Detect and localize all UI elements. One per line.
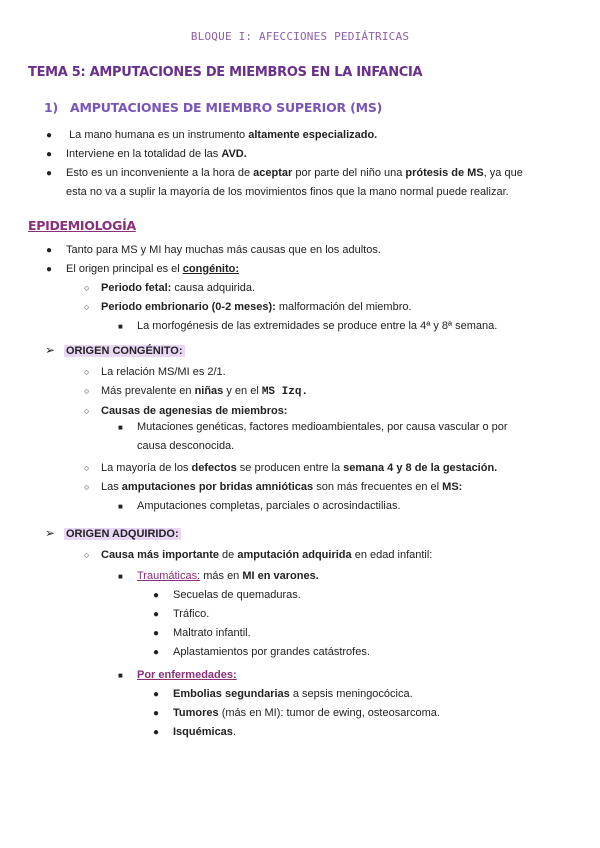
circle-bullet-icon: ○ <box>84 367 90 377</box>
list-item: ■ Mutaciones genéticas, factores medioambientales, por causa vascular o por causa desconocida. <box>137 418 587 456</box>
list-item: ○ Las amputaciones por bridas amnióticas son más frecuentes en el MS: <box>101 478 581 497</box>
list-item: ● Tráfico. <box>173 605 583 624</box>
bullet-icon: ● <box>153 708 160 719</box>
defectos-list <box>84 459 581 497</box>
list-item: ○ Periodo embrionario (0-2 meses): malformación del miembro. <box>101 298 581 317</box>
bullet-icon: ● <box>46 130 53 141</box>
list-item: ● Secuelas de quemaduras. <box>173 586 583 605</box>
list-item: ■ Traumáticas: más en MI en varones. <box>137 567 587 586</box>
section-number: 1) <box>44 100 59 115</box>
square-bullet-icon: ■ <box>118 671 123 680</box>
list-item: ● Esto es un inconveniente a la hora de aceptar por parte del niño una prótesis de MS, ya que esta no va a suplir la mayoría de los movimientos finos que la mano normal puede realizar. <box>66 164 586 202</box>
congenito-heading: ORIGEN CONGÉNITO: <box>66 345 183 357</box>
page-header: BLOQUE I: AFECCIONES PEDIÁTRICAS <box>190 30 410 43</box>
list-item: ● Maltrato infantil. <box>173 624 583 643</box>
bullet-icon: ● <box>153 689 160 700</box>
circle-bullet-icon: ○ <box>84 386 90 396</box>
bullet-icon: ● <box>46 149 53 160</box>
arrow-bullet-icon: ➢ <box>45 526 56 540</box>
bullet-icon: ● <box>46 245 53 256</box>
bridas-list <box>118 497 587 516</box>
enfermedades-list <box>118 666 587 685</box>
circle-bullet-icon: ○ <box>84 482 90 492</box>
list-item: ● Aplastamientos por grandes catástrofes. <box>173 643 583 662</box>
circle-bullet-icon: ○ <box>84 302 90 312</box>
periodos-list <box>84 279 581 317</box>
bullet-icon: ● <box>153 727 160 738</box>
section-title-text: AMPUTACIONES DE MIEMBRO SUPERIOR (MS) <box>70 100 383 115</box>
congenito-list <box>84 363 581 421</box>
intro-list <box>46 126 586 202</box>
list-item: ● Interviene en la totalidad de las AVD. <box>66 145 586 164</box>
list-item: ■ La morfogénesis de las extremidades se produce entre la 4ª y 8ª semana. <box>137 317 587 336</box>
epidemiologia-heading: EPIDEMIOLOGÍA <box>28 218 136 233</box>
list-item: ○ La relación MS/MI es 2/1. <box>101 363 581 382</box>
bullet-icon: ● <box>153 590 160 601</box>
circle-bullet-icon: ○ <box>84 406 90 416</box>
circle-bullet-icon: ○ <box>84 463 90 473</box>
list-item: ○ Periodo fetal: causa adquirida. <box>101 279 581 298</box>
list-item: ■ Amputaciones completas, parciales o acrosindactilias. <box>137 497 587 516</box>
list-item: ○ Causa más importante de amputación adquirida en edad infantil: <box>101 546 581 565</box>
page-title: TEMA 5: AMPUTACIONES DE MIEMBROS EN LA INFANCIA <box>28 65 423 80</box>
bullet-icon: ● <box>46 264 53 275</box>
bullet-icon: ● <box>153 628 160 639</box>
traumaticas-list <box>118 567 587 586</box>
adquirido-heading: ORIGEN ADQUIRIDO: <box>66 528 179 540</box>
bullet-icon: ● <box>46 168 53 179</box>
list-item: ■ Por enfermedades: <box>137 666 587 685</box>
bullet-icon: ● <box>153 609 160 620</box>
square-bullet-icon: ■ <box>118 502 123 511</box>
bullet-icon: ● <box>153 647 160 658</box>
enfermedades-items <box>153 685 583 742</box>
list-item: ○ La mayoría de los defectos se producen entre la semana 4 y 8 de la gestación. <box>101 459 581 478</box>
list-item: ● Isquémicas. <box>173 723 583 742</box>
square-bullet-icon: ■ <box>118 572 123 581</box>
epidemiologia-list <box>46 241 586 279</box>
adquirido-list <box>84 546 581 565</box>
section-title-ms <box>44 100 382 115</box>
list-item: ● Tanto para MS y MI hay muchas más causas que en los adultos. <box>66 241 586 260</box>
list-item: ● Embolias segundarias a sepsis meningocócica. <box>173 685 583 704</box>
mutaciones-list <box>118 418 587 456</box>
traumaticas-items <box>153 586 583 662</box>
arrow-bullet-icon: ➢ <box>45 343 56 357</box>
list-item: ○ Causas de agenesias de miembros: <box>101 402 581 421</box>
circle-bullet-icon: ○ <box>84 550 90 560</box>
circle-bullet-icon: ○ <box>84 283 90 293</box>
morfo-list <box>118 317 587 336</box>
list-item: ○ Más prevalente en niñas y en el MS Izq. <box>101 382 581 402</box>
list-item: ● El origen principal es el congénito: <box>66 260 586 279</box>
list-item: ● Tumores (más en MI): tumor de ewing, osteosarcoma. <box>173 704 583 723</box>
list-item: ● La mano humana es un instrumento altamente especializado. <box>66 126 586 145</box>
square-bullet-icon: ■ <box>118 423 123 432</box>
square-bullet-icon: ■ <box>118 322 123 331</box>
